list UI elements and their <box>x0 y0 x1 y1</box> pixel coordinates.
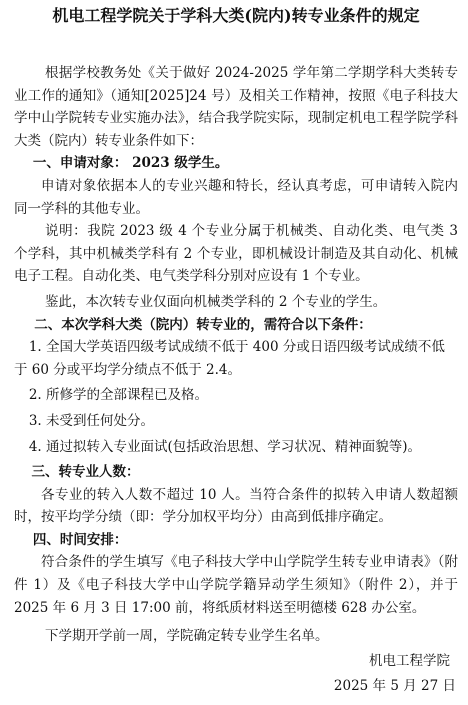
section-1-heading: 一、申请对象： 2023 级学生。 <box>32 155 229 172</box>
section-4-paragraph-2: 下学期开学前一周，学院确定转专业学生名单。 <box>45 628 329 645</box>
section-4-heading: 四、时间安排： <box>32 531 128 548</box>
section-3-paragraph: 各专业的转入人数不超过 10 人。当符合条件的拟转入申请人数超额时，按平均学分绩（即：学分加权平均分）由高到低排序确定。 <box>14 486 458 526</box>
document-title: 机电工程学院关于学科大类(院内)转专业条件的规定 <box>52 6 420 25</box>
intro-paragraph: 根据学校教务处《关于做好 2024-2025 学年第二学期学科大类转专业工作的通知》（通知[2025]24 号）及相关工作精神，按照《电子科技大学中山学院转专业实施办法》，结合我学院实际，现制定机电工程学院学科大类（院内）转专业条件如下： <box>14 65 458 149</box>
section-1-paragraph-1: 申请对象依据本人的专业兴趣和特长，经认真考虑，可申请转入院内同一学科的其他专业。 <box>14 177 458 217</box>
signature-date: 2025 年 5 月 27 日 <box>333 678 456 694</box>
section-1-paragraph-3: 鉴此，本次转专业仅面向机械类学科的 2 个专业的学生。 <box>45 293 387 310</box>
condition-item-2: 2. 所修学的全部课程已及格。 <box>28 387 209 404</box>
condition-item-4: 4. 通过拟转入专业面试(包括政治思想、学习状况、精神面貌等)。 <box>28 438 422 455</box>
condition-item-1: 1. 全国大学英语四级考试成绩不低于 400 分或日语四级考试成绩不低于 60 分或平均学分绩点不低于 2.4。 <box>14 339 445 378</box>
signature-organization: 机电工程学院 <box>369 653 450 669</box>
section-2-heading: 二、本次学科大类（院内）转专业的，需符合以下条件： <box>34 316 372 333</box>
section-3-heading: 三、转专业人数： <box>31 464 140 481</box>
condition-item-3: 3. 未受到任何处分。 <box>28 412 155 429</box>
section-1-note: 说明：我院 2023 级 4 个专业分属于机械类、自动化类、电气类 3 个学科，其中机械类学科有 2 个专业，即机械设计制造及其自动化、机械电子工程。自动化类、电气类学科分别对应设有 1 个专业。 <box>14 223 458 285</box>
section-4-paragraph-1: 符合条件的学生填写《电子科技大学中山学院学生转专业申请表》（附件 1）及《电子科技大学中山学院学籍异动学生须知》（附件 2），并于 2025 年 6 月 3 日 17:00 前，将纸质材料送至明德楼 628 办公室。 <box>14 554 458 616</box>
